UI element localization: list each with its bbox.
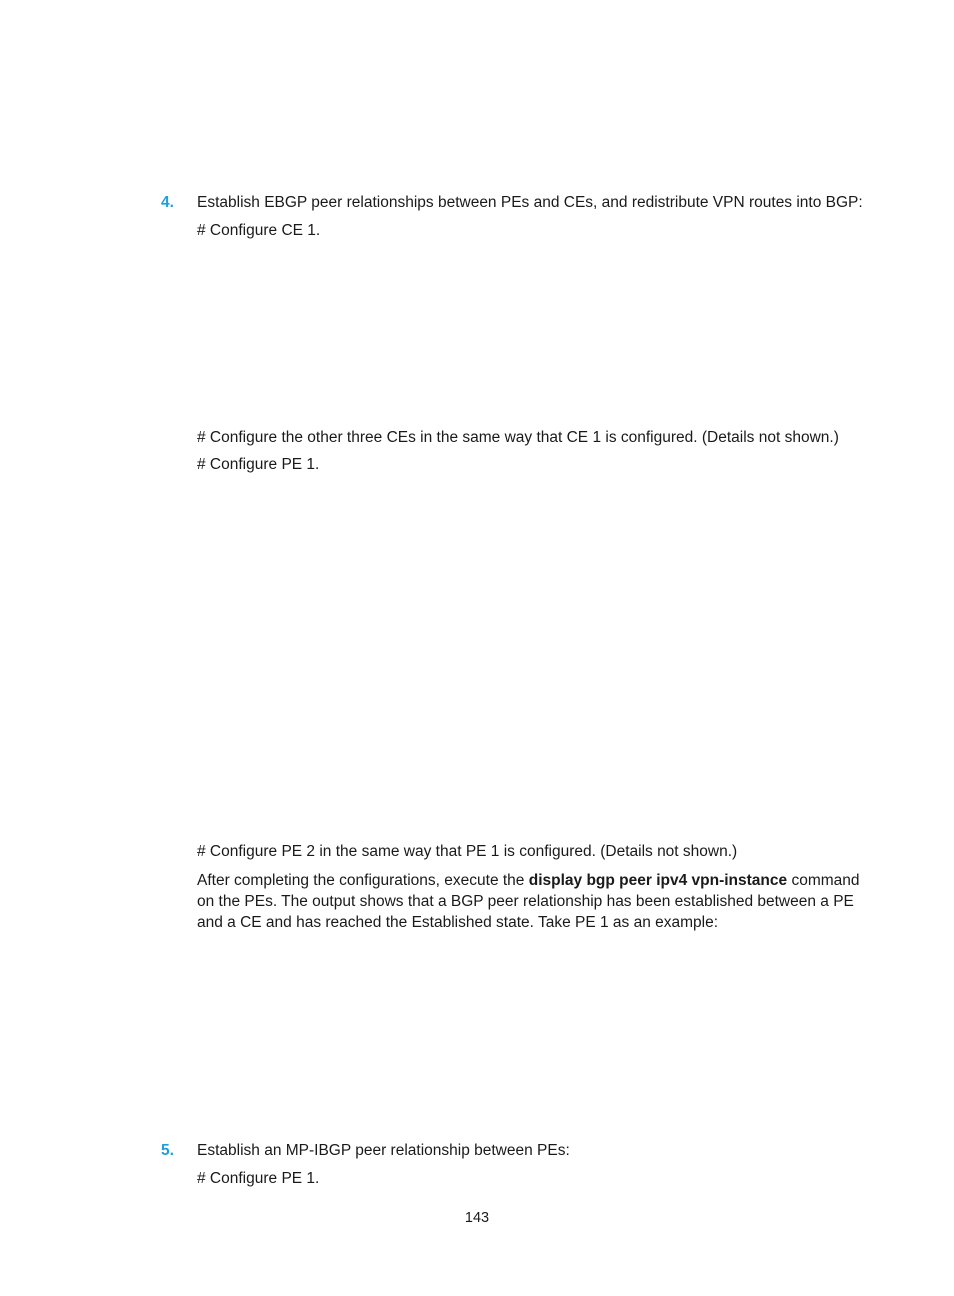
step-number-5: 5.: [161, 1142, 174, 1159]
step-number-4: 4.: [161, 194, 174, 211]
step-4-text: Establish EBGP peer relationships between PEs and CEs, and redistribute VPN routes into BGP:: [197, 194, 863, 211]
step-5-text: Establish an MP-IBGP peer relationship between PEs:: [197, 1142, 570, 1159]
configure-pe1-line-2: # Configure PE 1.: [197, 1170, 320, 1187]
configure-pe1-line: # Configure PE 1.: [197, 456, 320, 473]
display-bgp-command: display bgp peer ipv4 vpn-instance: [528, 872, 788, 889]
configure-pe2-line: # Configure PE 2 in the same way that PE 1 is configured. (Details not shown.): [197, 843, 738, 860]
after-config-text-start: After completing the configurations, execute the: [197, 872, 529, 889]
configure-ce1-line: # Configure CE 1.: [197, 222, 321, 239]
configure-other-ces-line: # Configure the other three CEs in the same way that CE 1 is configured. (Details not shown.): [197, 429, 839, 446]
after-config-paragraph: [197, 870, 869, 933]
after-config-text-end: command on the PEs. The output shows that a BGP peer relationship has been established between a PE and a CE and has reached the Established state. Take PE 1 as an example:: [197, 872, 860, 931]
page-number: 143: [464, 1210, 490, 1226]
